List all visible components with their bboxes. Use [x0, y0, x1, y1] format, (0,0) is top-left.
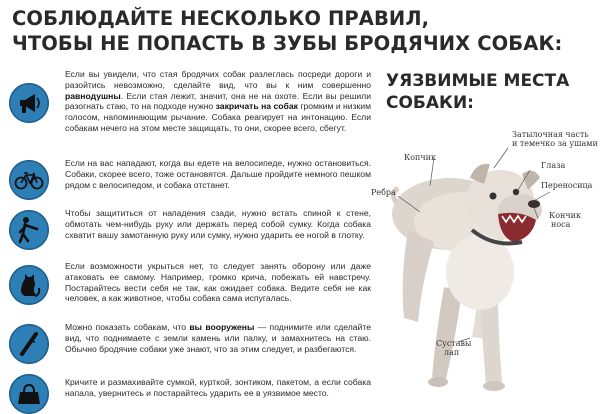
- label-ribs: Ребра: [371, 188, 396, 197]
- label-tail: Копчик: [404, 153, 436, 162]
- vulnerable-header: [386, 70, 586, 114]
- rule-text-segment: громким и низким голосом, напоминающим рычание. Собака реагирует на интонацию. Если собакам нечего на этом месте защищать, то они, скорее всего, сбегут.: [65, 101, 371, 133]
- title-line-2: ЧТОБЫ НЕ ПОПАСТЬ В ЗУБЫ БРОДЯЧИХ СОБАК:: [12, 32, 563, 55]
- vulnerable-header-line-1: УЯЗВИМЫЕ МЕСТА: [386, 71, 570, 91]
- rule-text: [65, 69, 371, 134]
- rule-text-segment: Можно показать собакам, что: [65, 322, 190, 332]
- rule-text-segment: . Если стая лежит, значит, она не на охоте. Если вы решили разогнать стаю, то на подходе нужно: [65, 90, 371, 112]
- label-eyes: Глаза: [541, 161, 566, 170]
- bicycle-icon: [9, 160, 49, 200]
- rule-text-segment: — поднимите или сделайте вид, что поднимаете с земли камень или палку, и замахнитесь на стаю. Обычно бродячие собаки уже знают, что за этим следует, и разбегаются.: [65, 322, 371, 354]
- page-title: [12, 6, 602, 56]
- stick-icon: [9, 324, 49, 364]
- rule-text-segment: Если на вас нападают, когда вы едете на велосипеде, нужно остановиться. Собаки, скорее всего, тоже остановятся. Дальше пройдите немного пешком рядом с велосипедом, и собака отстанет.: [65, 158, 371, 190]
- rule-text-segment: Если вы увидели, что стая бродячих собак разлеглась посреди дороги и разойтись невозможно, сделайте вид, что вы к ним совершенно: [65, 69, 371, 90]
- rule-text: [65, 322, 371, 354]
- rule-text: [65, 377, 371, 399]
- rule-emphasis: закричать на собак: [215, 101, 298, 112]
- label-bridge: Переносица: [541, 181, 593, 190]
- cat-icon: [9, 265, 49, 305]
- kick-icon: [9, 210, 49, 250]
- megaphone-icon: [9, 83, 49, 123]
- label-joints: Суставы лап: [436, 339, 472, 357]
- handbag-icon: [9, 374, 49, 414]
- rule-emphasis: вы вооружены: [189, 322, 255, 332]
- vulnerable-header-line-2: СОБАКИ:: [386, 93, 474, 113]
- label-back-head: Затылочная часть и темечко за ушами: [512, 130, 598, 148]
- title-line-1: СОБЛЮДАЙТЕ НЕСКОЛЬКО ПРАВИЛ,: [12, 7, 430, 30]
- label-nose: Кончик носа: [549, 211, 581, 229]
- rule-text: [65, 158, 371, 190]
- rule-text-segment: Чтобы защититься от нападения сзади, нужно встать спиной к стене, обмотать чем-нибудь руку или держать перед собой сумку. Когда собака схватит вашу замотанную руку или сумку, нужно ударить ее ногой в глотку.: [65, 208, 371, 240]
- rule-text-segment: Кричите и размахивайте сумкой, курткой, зонтиком, пакетом, а если собака напала, увернитесь и постарайтесь ударить ее в уязвимое место.: [65, 377, 371, 398]
- rule-text-segment: Если возможности укрыться нет, то следует занять оборону или даже атаковать ее самому. Например, громко крича, побежать ей навстречу. Постарайтесь вести себя не так, как ожидает собака. Ведите себя не как человек, а как животное, чтобы собака сама испугалась.: [65, 261, 371, 304]
- rule-text: [65, 261, 371, 304]
- rule-text: [65, 208, 371, 240]
- rule-emphasis: равнодушны: [65, 90, 121, 101]
